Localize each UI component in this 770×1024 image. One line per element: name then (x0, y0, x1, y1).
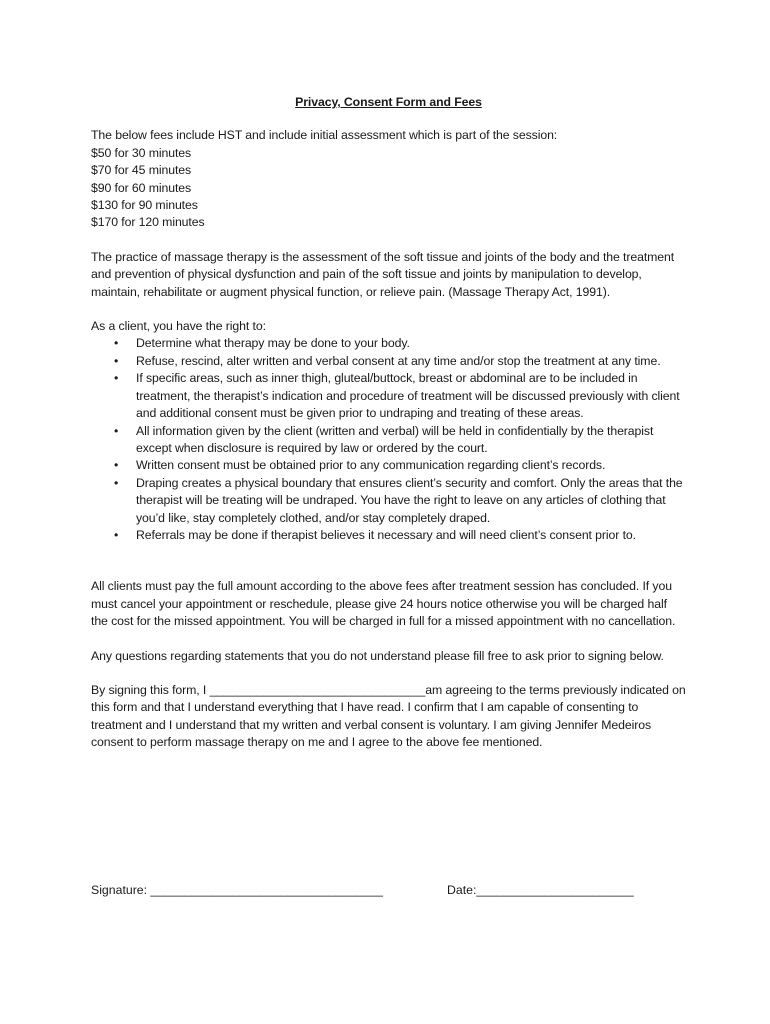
rights-list-item (91, 335, 686, 352)
rights-item-text: Determine what therapy may be done to your body. (136, 336, 410, 351)
rights-list-item (91, 475, 686, 527)
agreement-suffix: am agreeing to the terms previously indicated on this form and that I understand everything that I have read. I confirm that I am capable of consenting to treatment and I understand that my written and verbal consent is voluntary. I am giving Jennifer Medeiros consent to perform massage therapy on me and I agree to the above fee mentioned. (91, 682, 686, 750)
rights-item-text: If specific areas, such as inner thigh, gluteal/buttock, breast or abdominal are to be included in treatment, the therapist’s indication and procedure of treatment will be discussed previously with client and additional consent must be given prior to undraping and treating of these areas. (136, 371, 680, 421)
rights-item-text: Referrals may be done if therapist believes it necessary and will need client’s consent prior to. (136, 527, 636, 542)
rights-list-item (91, 457, 686, 474)
rights-intro: As a client, you have the right to: (91, 319, 266, 334)
rights-item-text: Draping creates a physical boundary that ensures client’s security and comfort. Only the areas that the therapist will be treating will be undraped. You have the right to leave on any articles of clothing that you’d like, stay completely clothed, and/or stay completely draped. (136, 475, 683, 525)
rights-list-item (91, 527, 686, 544)
signature-row (91, 882, 686, 899)
signature-label: Signature: (91, 883, 151, 897)
bullet-icon: • (114, 527, 119, 542)
date-line[interactable]: _______________________ (476, 883, 634, 897)
rights-list-item (91, 353, 686, 370)
practice-paragraph: The practice of massage therapy is the assessment of the soft tissue and joints of the body and the treatment and prevention of physical dysfunction and pain of the soft tissue and joints by manipulation to develop, maintain, rehabilitate or augment physical function, or relieve pain. (Massage Therapy Act, 1991). (91, 249, 675, 299)
rights-item-text: All information given by the client (written and verbal) will be held in confidentially by the therapist except when disclosure is required by law or ordered by the court. (136, 423, 654, 455)
signature-line[interactable]: __________________________________ (150, 883, 384, 897)
document-body (91, 94, 686, 752)
date-group (447, 882, 634, 899)
bullet-icon: • (114, 475, 119, 490)
fees-list (91, 145, 686, 232)
fee-item: $50 for 30 minutes (91, 145, 192, 160)
bullet-icon: • (114, 423, 119, 438)
rights-item-text: Written consent must be obtained prior to any communication regarding client’s records. (136, 458, 606, 473)
rights-list-item (91, 423, 686, 458)
client-name-blank[interactable]: ________________________________ (209, 682, 426, 697)
fee-item: $170 for 120 minutes (91, 215, 205, 230)
date-label: Date: (447, 883, 477, 897)
questions-paragraph: Any questions regarding statements that you do not understand please fill free to ask prior to signing below. (91, 648, 664, 663)
document-title: Privacy, Consent Form and Fees (295, 95, 482, 109)
rights-list (91, 335, 686, 544)
rights-list-item (91, 370, 686, 422)
fee-item: $70 for 45 minutes (91, 163, 192, 178)
bullet-icon: • (114, 458, 119, 473)
payment-paragraph: All clients must pay the full amount according to the above fees after treatment session has concluded. If you must cancel your appointment or reschedule, please give 24 hours notice otherwise you will be charged half the cost for the missed appointment. You will be charged in full for a missed appointment with no cancellation. (91, 579, 676, 629)
fee-item: $130 for 90 minutes (91, 198, 198, 213)
rights-item-text: Refuse, rescind, alter written and verbal consent at any time and/or stop the treatment at any time. (136, 353, 661, 368)
bullet-icon: • (114, 353, 119, 368)
fee-item: $90 for 60 minutes (91, 180, 192, 195)
agreement-prefix: By signing this form, I (91, 682, 210, 697)
fees-intro: The below fees include HST and include initial assessment which is part of the session: (91, 128, 558, 143)
agreement-paragraph (91, 682, 686, 752)
bullet-icon: • (114, 336, 119, 351)
bullet-icon: • (114, 371, 119, 386)
